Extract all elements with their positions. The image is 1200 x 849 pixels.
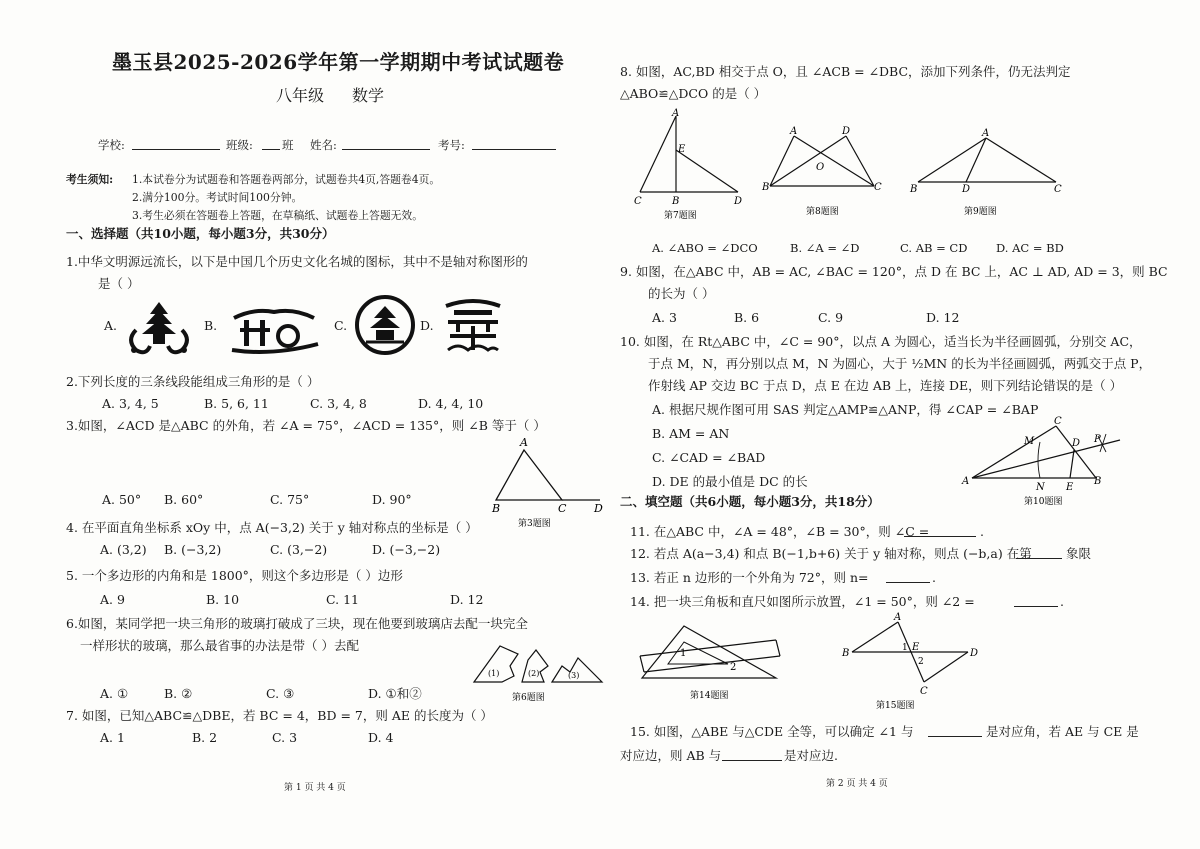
city-emblem-d-icon (440, 296, 506, 360)
q11-stem: 11. 在△ABC 中，∠A = 48°，∠B = 30°，则 ∠C = (630, 524, 930, 539)
q3-figure-caption: 第3题图 (518, 519, 551, 529)
q6-figure (470, 636, 606, 704)
school-label: 学校: (98, 138, 125, 152)
q3-option-d[interactable]: D. 90° (372, 492, 412, 507)
q9-figure (906, 124, 1070, 220)
q9-stem-cont: 的长为（ ） (648, 286, 715, 301)
notice-item: 2.满分100分。考试时间100分钟。 (132, 191, 303, 204)
q10-option-a[interactable]: A. 根据尺规作图可用 SAS 判定△AMP≌△ANP，得 ∠CAP = ∠BAP (652, 402, 1039, 417)
q6-piece-3-label: (3) (568, 671, 580, 680)
q2-option-c[interactable]: C. 3, 4, 8 (310, 396, 367, 411)
q7-option-c[interactable]: C. 3 (272, 730, 298, 745)
q6-stem: 6.如图，某同学把一块三角形的玻璃打破成了三块，现在他要到玻璃店去配一块完全 (66, 616, 528, 631)
q9-option-a[interactable]: A. 3 (652, 310, 677, 325)
q2-option-b[interactable]: B. 5, 6, 11 (204, 396, 269, 411)
q15-label-b: B (842, 648, 850, 659)
q7-option-d[interactable]: D. 4 (368, 730, 394, 745)
subject-label: 数学 (352, 86, 385, 105)
class-label: 班级: (226, 138, 253, 152)
q15-label-d: D (970, 648, 979, 659)
q10-label-m: M (1024, 436, 1035, 447)
q6-piece-1-label: (1) (488, 669, 500, 678)
q7-label-d: D (734, 196, 743, 207)
q8-label-b: B (762, 182, 770, 193)
city-emblem-c-icon (354, 294, 416, 360)
q15-stem-mid: 是对应角，若 AE 与 CE 是 (986, 724, 1139, 739)
q15-angle-2-label: 2 (918, 657, 924, 667)
q15-figure (836, 612, 986, 712)
exam-no-label: 考号: (438, 138, 465, 152)
q10-figure-caption: 第10题图 (1024, 497, 1063, 507)
q9-label-d: D (962, 184, 971, 195)
q12-tail: 象限 (1066, 546, 1092, 561)
q13-answer-blank[interactable] (886, 570, 930, 583)
q2-stem: 2.下列长度的三条线段能组成三角形的是（ ） (66, 374, 320, 389)
q8-figure-caption: 第8题图 (806, 207, 839, 217)
q14-figure-caption: 第14题图 (690, 691, 729, 701)
q6-piece-2-label: (2) (528, 669, 540, 678)
exam-title: 墨玉县2025-2026学年第一学期期中考试试题卷 (112, 50, 565, 74)
q10-stem-line3: 作射线 AP 交边 BC 于点 D，点 E 在边 AB 上，连接 DE，则下列结论错误的是（ ） (648, 378, 1123, 393)
q15-label-c: C (920, 686, 928, 697)
q10-label-n: N (1036, 482, 1045, 493)
q1-option-b[interactable]: B. (204, 318, 218, 333)
q10-label-b: B (1094, 476, 1102, 487)
q8-label-o: O (816, 162, 825, 173)
q7-stem: 7. 如图，已知△ABC≌△DBE，若 BC = 4，BD = 7，则 AE 的长度为（ ） (66, 708, 493, 723)
q8-option-b[interactable]: B. ∠A = ∠D (790, 241, 860, 255)
q8-option-a[interactable]: A. ∠ABO = ∠DCO (652, 241, 758, 255)
q15-label-a: A (894, 612, 902, 623)
q4-option-a[interactable]: A. (3,2) (100, 542, 147, 557)
q14-angle-1-label: 1 (680, 648, 687, 659)
q7-label-a: A (672, 108, 680, 119)
q10-label-p: P (1094, 434, 1101, 445)
q2-option-a[interactable]: A. 3, 4, 5 (102, 396, 159, 411)
q5-option-a[interactable]: A. 9 (100, 592, 125, 607)
q9-label-c: C (1054, 184, 1062, 195)
notice-item: 1.本试卷分为试题卷和答题卷两部分，试题卷共4页,答题卷4页。 (132, 173, 441, 186)
q6-option-a[interactable]: A. ① (100, 686, 129, 701)
q4-stem: 4. 在平面直角坐标系 xOy 中，点 A(−3,2) 关于 y 轴对称点的坐标是（ ） (66, 520, 478, 535)
q10-label-c: C (1054, 416, 1062, 427)
q14-tail: . (1060, 594, 1064, 609)
q4-option-d[interactable]: D. (−3,−2) (372, 542, 441, 557)
q7-figure (628, 108, 752, 220)
exam-no-field[interactable] (472, 137, 556, 150)
q4-option-b[interactable]: B. (−3,2) (164, 542, 222, 557)
q7-label-b: B (672, 196, 680, 207)
q3-label-c: C (558, 502, 567, 515)
q3-label-d: D (594, 502, 603, 515)
section-choice-heading: 一、选择题（共10小题，每小题3分，共30分） (66, 226, 335, 241)
q1-option-d[interactable]: D. (420, 318, 434, 333)
q10-option-d[interactable]: D. DE 的最小值是 DC 的长 (652, 474, 808, 489)
q8-option-d[interactable]: D. AC = BD (996, 241, 1064, 255)
q12-answer-blank[interactable] (1016, 546, 1062, 559)
q9-stem: 9. 如图，在△ABC 中，AB = AC, ∠BAC = 120°，点 D 在 BC 上，AC ⊥ AD, AD = 3，则 BC (620, 264, 1168, 279)
q10-stem-line2: 于点 M，N，再分别以点 M，N 为圆心，大于 ½MN 的长为半径画圆弧，两弧交于点 P， (648, 356, 1152, 371)
q14-figure (636, 618, 786, 706)
notice-label: 考生须知: (66, 173, 114, 186)
q1-stem: 1.中华文明源远流长，以下是中国几个历史文化名城的图标，其中不是轴对称图形的 (66, 254, 528, 269)
q7-figure-caption: 第7题图 (664, 211, 697, 221)
q8-label-c: C (874, 182, 882, 193)
q15-angle-1-label: 1 (902, 643, 908, 653)
q1-option-c[interactable]: C. (334, 318, 348, 333)
name-field[interactable] (342, 137, 430, 150)
grade-label: 八年级 (276, 86, 325, 105)
q9-label-b: B (910, 184, 918, 195)
q1-option-a[interactable]: A. (104, 318, 118, 333)
city-emblem-a-icon (122, 300, 196, 360)
q8-figure (762, 124, 886, 220)
q10-label-e: E (1066, 482, 1074, 493)
q9-option-b[interactable]: B. 6 (734, 310, 760, 325)
q3-label-b: B (492, 502, 501, 515)
class-field[interactable] (262, 137, 280, 150)
city-emblem-b-icon (230, 300, 320, 358)
q15-stem: 15. 如图，△ABE 与△CDE 全等，可以确定 ∠1 与 (630, 724, 914, 739)
q13-tail: . (932, 570, 936, 585)
q7-option-b[interactable]: B. 2 (192, 730, 218, 745)
notice-item: 3.考生必须在答题卷上答题，在草稿纸、试题卷上答题无效。 (132, 209, 424, 222)
q9-figure-caption: 第9题图 (964, 207, 997, 217)
q3-figure (488, 436, 606, 528)
q11-answer-blank[interactable] (904, 524, 976, 537)
q6-option-b[interactable]: B. ② (164, 686, 193, 701)
q15-tail: 是对应边. (784, 748, 838, 763)
q6-option-d[interactable]: D. ①和② (368, 686, 422, 701)
q11-tail: . (980, 524, 984, 539)
name-label: 姓名: (310, 138, 337, 152)
q2-option-d[interactable]: D. 4, 4, 10 (418, 396, 484, 411)
class-suffix: 班 (282, 138, 294, 152)
q8-stem-cont: △ABO≌△DCO 的是（ ） (620, 86, 767, 101)
q6-figure-caption: 第6题图 (512, 693, 545, 703)
q10-label-d: D (1072, 438, 1081, 449)
q10-stem: 10. 如图，在 Rt△ABC 中，∠C = 90°，以点 A 为圆心，适当长为半径画圆弧，分别交 AC， (620, 334, 1142, 349)
q10-label-a: A (962, 476, 970, 487)
page-1-footer: 第 1 页 共 4 页 (284, 783, 346, 793)
q8-stem: 8. 如图，AC,BD 相交于点 O，且 ∠ACB = ∠DBC，添加下列条件，仍无法判定 (620, 64, 1071, 79)
q7-option-a[interactable]: A. 1 (100, 730, 125, 745)
q1-stem-cont: 是（ ） (98, 276, 140, 291)
q8-option-c[interactable]: C. AB = CD (900, 241, 968, 255)
q3-option-a[interactable]: A. 50° (102, 492, 142, 507)
q9-option-c[interactable]: C. 9 (818, 310, 844, 325)
q12-stem: 12. 若点 A(a−3,4) 和点 B(−1,b+6) 关于 y 轴对称，则点 (−b,a) 在第 (630, 546, 1032, 561)
q15-answer-blank-1[interactable] (928, 724, 982, 737)
q6-option-c[interactable]: C. ③ (266, 686, 295, 701)
q7-label-c: C (634, 196, 642, 207)
q10-option-b[interactable]: B. AM = AN (652, 426, 730, 441)
q14-stem: 14. 把一块三角板和直尺如图所示放置，∠1 = 50°，则 ∠2 = (630, 594, 975, 609)
section-fill-heading: 二、填空题（共6小题，每小题3分，共18分） (620, 494, 880, 509)
q15-answer-blank-2[interactable] (722, 748, 782, 761)
q4-option-c[interactable]: C. (3,−2) (270, 542, 328, 557)
q10-figure (960, 412, 1130, 512)
q13-stem: 13. 若正 n 边形的一个外角为 72°，则 n= (630, 570, 869, 585)
q8-label-a: A (790, 126, 798, 137)
q6-stem-cont: 一样形状的玻璃，那么最省事的办法是带（ ）去配 (80, 638, 359, 653)
q15-stem-cont: 对应边，则 AB 与 (620, 748, 722, 763)
q3-stem: 3.如图，∠ACD 是△ABC 的外角，若 ∠A = 75°，∠ACD = 135°，则 ∠B 等于（ ） (66, 418, 546, 433)
q5-stem: 5. 一个多边形的内角和是 1800°，则这个多边形是（ ）边形 (66, 568, 403, 583)
q15-label-e: E (912, 642, 920, 653)
q10-option-c[interactable]: C. ∠CAD = ∠BAD (652, 450, 766, 465)
q8-label-d: D (842, 126, 851, 137)
q7-label-e: E (678, 144, 686, 155)
q3-option-c[interactable]: C. 75° (270, 492, 310, 507)
q9-label-a: A (982, 128, 990, 139)
q15-figure-caption: 第15题图 (876, 701, 915, 711)
q3-option-b[interactable]: B. 60° (164, 492, 204, 507)
q3-label-a: A (520, 436, 528, 449)
school-field[interactable] (132, 137, 220, 150)
q14-answer-blank[interactable] (1014, 594, 1058, 607)
q5-option-b[interactable]: B. 10 (206, 592, 240, 607)
q5-option-d[interactable]: D. 12 (450, 592, 484, 607)
q5-option-c[interactable]: C. 11 (326, 592, 359, 607)
q9-option-d[interactable]: D. 12 (926, 310, 960, 325)
q14-angle-2-label: 2 (730, 662, 737, 673)
page-2-footer: 第 2 页 共 4 页 (826, 779, 888, 789)
